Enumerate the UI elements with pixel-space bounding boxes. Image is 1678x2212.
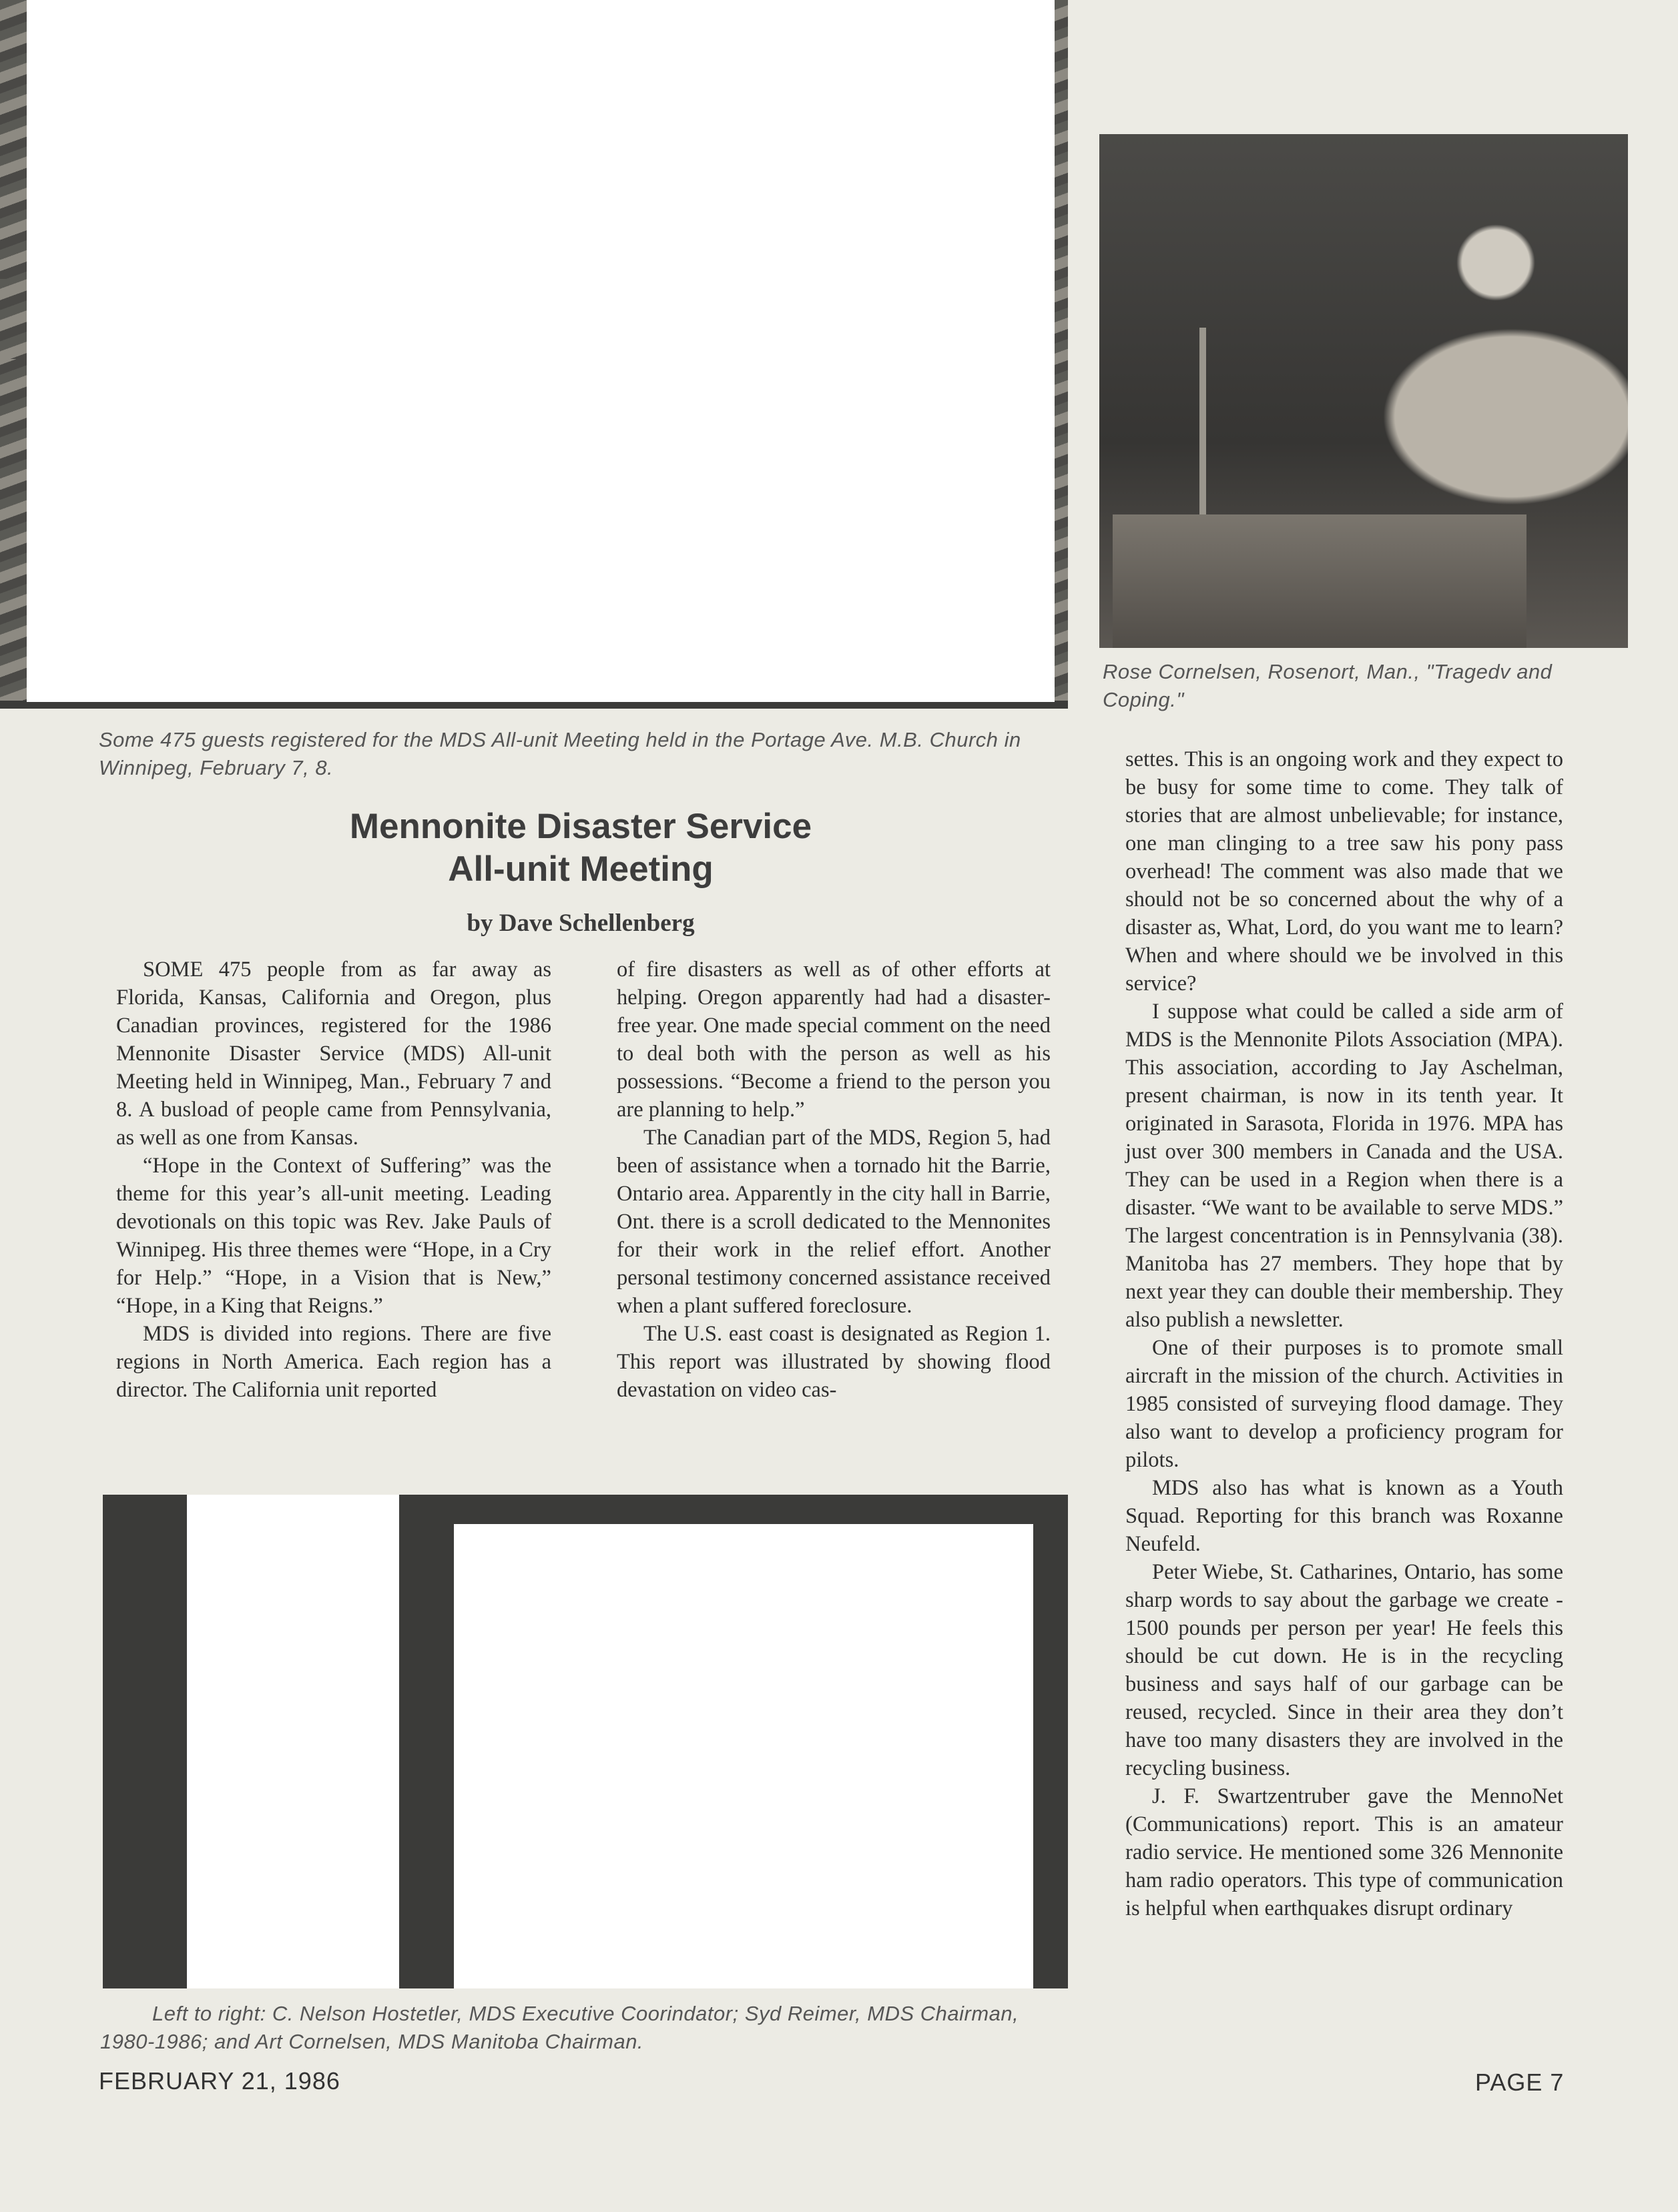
article-column-3 bbox=[1125, 745, 1563, 1922]
paragraph: One of their purposes is to promote small aircraft in the mission of the church. Activities in 1985 consisted of surveying flood damage. They also want to develop a proficiency program for pilots. bbox=[1125, 1336, 1563, 1472]
paragraph: of fire disasters as well as of other efforts at helping. Oregon apparently had had a disaster-free year. One made special comment on the need to deal both with the person as well as his possessions. “Become a friend to the person you are planning to help.” bbox=[617, 958, 1051, 1122]
bottom-photo-redacted-left bbox=[187, 1495, 399, 1988]
paragraph: The U.S. east coast is designated as Region 1. This report was illustrated by showing flood devastation on video cas- bbox=[617, 1322, 1051, 1402]
speaker-photo-caption: Rose Cornelsen, Rosenort, Man., "Tragedv and Coping." bbox=[1103, 660, 1553, 711]
top-photo-redacted-area bbox=[27, 0, 1055, 702]
article-column-2 bbox=[617, 956, 1051, 1404]
crowd-photo-right-edge bbox=[1055, 0, 1068, 709]
top-photo-caption: Some 475 guests registered for the MDS All-unit Meeting held in the Portage Ave. M.B. Church in Winnipeg, February 7, 8. bbox=[99, 728, 1021, 779]
issue-date: FEBRUARY 21, 1986 bbox=[99, 2067, 340, 2095]
article-title-line-2: All-unit Meeting bbox=[448, 849, 714, 889]
article-column-1 bbox=[116, 956, 551, 1404]
paragraph: Peter Wiebe, St. Catharines, Ontario, has some sharp words to say about the garbage we create - 1500 pounds per person per year! He feels this should be cut down. He is in the recycling business and says half of our garbage can be reused, recycled. Since in their area they don’t have too many disasters they are involved in the recycling business. bbox=[1125, 1560, 1563, 1780]
paragraph: J. F. Swartzentruber gave the MennoNet (Communications) report. This is an amateur radio service. He mentioned some 326 Mennonite ham radio operators. This type of communication is helpful when earthquakes disrupt ordinary bbox=[1125, 1784, 1563, 1920]
top-left-photo bbox=[0, 0, 1068, 709]
paragraph: MDS also has what is known as a Youth Squad. Reporting for this branch was Roxanne Neufeld. bbox=[1125, 1476, 1563, 1556]
paragraph: MDS is divided into regions. There are five regions in North America. Each region has a director. The California unit reported bbox=[116, 1322, 551, 1402]
paragraph: “Hope in the Context of Suffering” was the theme for this year’s all-unit meeting. Leading devotionals on this topic was Rev. Jake Pauls of Winnipeg. His three themes were “Hope, in a Cry for Help.” “Hope, in a Vision that is New,” “Hope, in a King that Reigns.” bbox=[116, 1154, 551, 1318]
article-title-line-1: Mennonite Disaster Service bbox=[349, 807, 812, 846]
paragraph: The Canadian part of the MDS, Region 5, had been of assistance when a tornado hit the Barrie, Ontario area. Apparently in the city hall in Barrie, Ont. there is a scroll dedicated to the Mennonites for their work in the relief effort. Another personal testimony concerned assistance received when a plant suffered foreclosure. bbox=[617, 1126, 1051, 1318]
bottom-photo-redacted-right bbox=[454, 1524, 1033, 1988]
top-photo-redacted-area-left bbox=[27, 0, 137, 279]
speaker-photo bbox=[1099, 134, 1628, 648]
lectern bbox=[1113, 514, 1526, 648]
paragraph: SOME 475 people from as far away as Florida, Kansas, California and Oregon, plus Canadian provinces, registered for the 1986 Mennonite Disaster Service (MDS) All-unit Meeting held in Winnipeg, Man., February 7 and 8. A busload of people came from Pennsylvania, as well as one from Kansas. bbox=[116, 958, 551, 1150]
paragraph: I suppose what could be called a side arm of MDS is the Mennonite Pilots Association (MPA). This association, according to Jay Aschelman, present chairman, is now in its tenth year. It originated in Sarasota, Florida in 1976. MPA has just over 300 members in Canada and the USA. They can be used in a Region when there is a disaster. “We want to be available to serve MDS.” The largest concentration is in Pennsylvania (38). Manitoba has 27 members. They hope that by next year they can double their membership. They also publish a newsletter. bbox=[1125, 1000, 1563, 1332]
bottom-photo bbox=[103, 1495, 1068, 1988]
paragraph: settes. This is an ongoing work and they expect to be busy for some time to come. They talk of stories that are almost unbelievable; for instance, one man clinging to a tree saw his pony pass overhead! The comment was also made that we should not be so concerned about the why of a disaster as, What, Lord, do you want me to learn? When and where should we be involved in this service? bbox=[1125, 747, 1563, 996]
article-byline: by Dave Schellenberg bbox=[467, 909, 695, 937]
bottom-photo-caption: Left to right: C. Nelson Hostetler, MDS Executive Coorindator; Syd Reimer, MDS Chairman, 1980-1986; and Art Cornelsen, MDS Manitoba Chairman. bbox=[100, 2002, 1019, 2053]
page-number: PAGE 7 bbox=[1475, 2069, 1565, 2096]
